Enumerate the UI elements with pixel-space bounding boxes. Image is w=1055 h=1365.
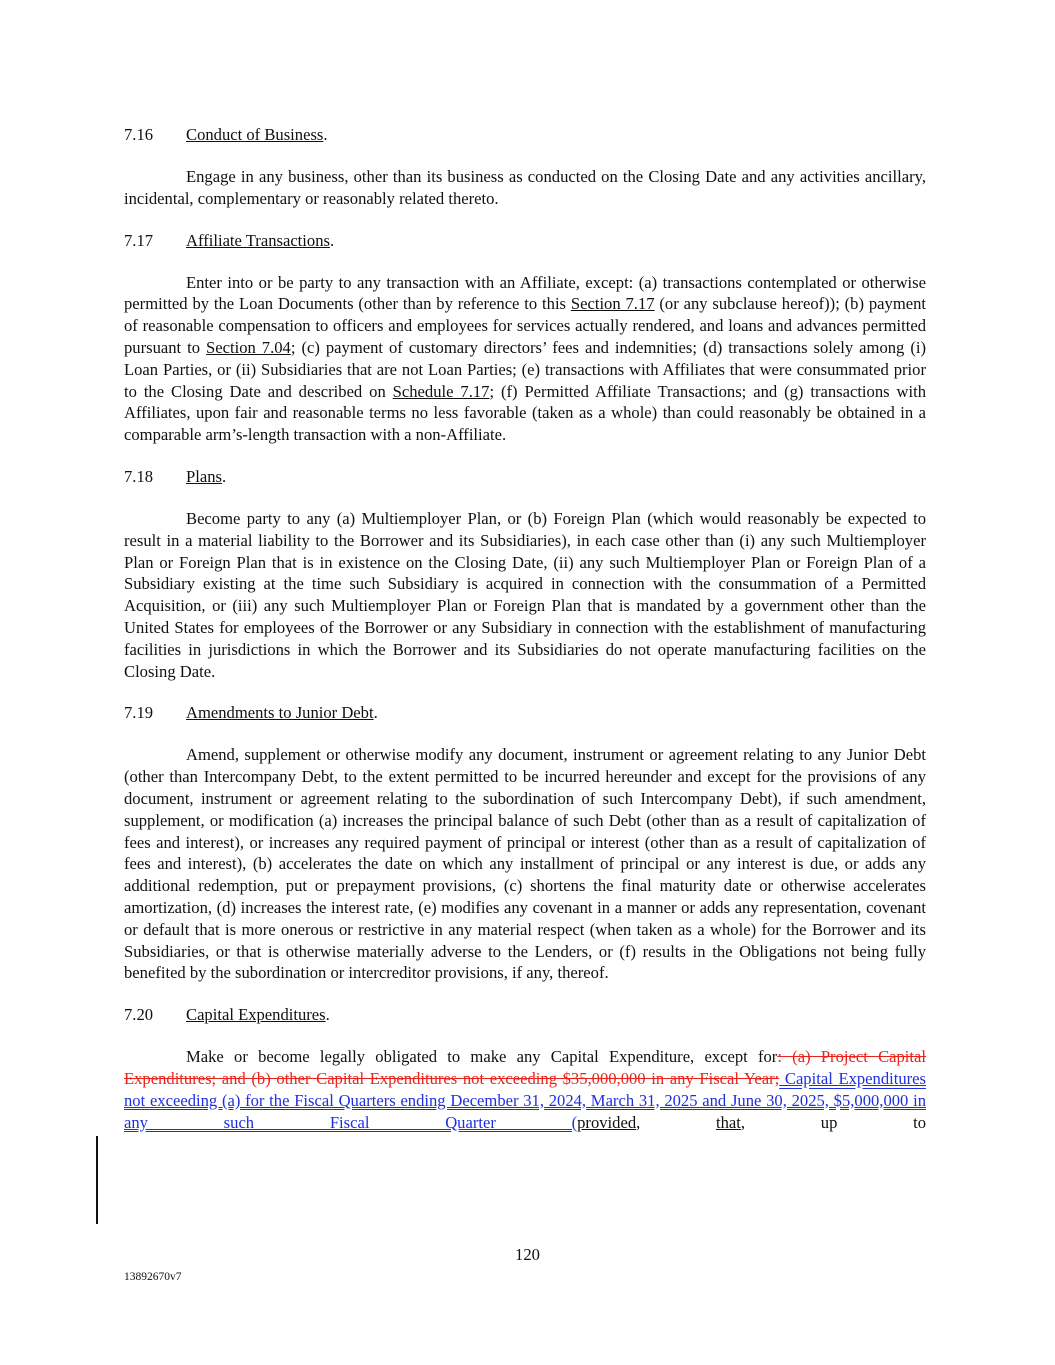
section-title: Capital Expenditures	[186, 1005, 326, 1025]
section-title: Amendments to Junior Debt	[186, 703, 374, 723]
cross-reference-section-7-17: Section 7.17	[570, 294, 655, 314]
text-run: , up to	[740, 1112, 926, 1132]
section-body-7-16: Engage in any business, other than its business as conducted on the Closing Date and any activities ancillary, incidental, complementary or reasonably related thereto.	[124, 167, 926, 208]
section-number: 7.16	[124, 125, 154, 144]
section-number: 7.19	[124, 703, 154, 723]
text-run: ; (c) payment of customary directors’ fees and indemnities; (d) transactions solely among (i) Loan Parties, or (ii) Subsidiaries that are not Loan Parties; (e) transactions with Affiliates that were consummated prior to the Closing Date and described on	[124, 337, 926, 401]
section-body-7-17	[124, 272, 926, 446]
section-number: 7.20	[124, 1005, 154, 1025]
text-run: Make or become legally obligated to make any Capital Expenditure, except for	[186, 1047, 778, 1067]
section-heading-7-16: 7.16 Conduct of Business.	[124, 125, 328, 144]
text-run: (or any subclause hereof)); (b) payment of reasonable compensation to officers and employees for services actually rendered, and loans and advances permitted pursuant to	[124, 294, 926, 357]
section-body-7-18: Become party to any (a) Multiemployer Plan, or (b) Foreign Plan (which would reasonably be expected to result in a material liability to the Borrower and its Subsidiaries), in each case other than (i) any such Multiemployer Plan or Foreign Plan that is in existence on the Closing Date, (ii) any such Multiemployer Plan or Foreign Plan of a Subsidiary existing at the time such Subsidiary is acquired in connection with the consummation of a Permitted Acquisition, or (iii) any such Multiemployer Plan or Foreign Plan that is mandated by a government other than the United States for employees of the Borrower or any Subsidiary in connection with the establishment of manufacturing facilities in jurisdictions in which the Borrower and its Subsidiaries do not operate manufacturing facilities on the Closing Date.	[124, 508, 926, 681]
cross-reference-schedule-7-17: Schedule 7.17	[392, 381, 490, 401]
section-body-7-19: Amend, supplement or otherwise modify any document, instrument or agreement relating to any Junior Debt (other than Intercompany Debt, to the extent permitted to be incurred hereunder and except for the provisions of any document, instrument or agreement relating to the subordination of such Intercompany Debt), if such amendment, supplement, or modification (a) increases the principal balance of such Debt (other than as a result of capitalization of fees and interest), or increases any required payment of principal or interest (other than as a result of capitalization of fees and interest), (b) accelerates the date on which any installment of principal or any interest is due, or adds any additional redemption, put or prepayment provisions, (c) shortens the final maturity date or otherwise accelerates amortization, (d) increases the interest rate, (e) modifies any covenant in a manner or adds any representation, covenant or default that is more onerous or restrictive in any material respect (when taken as a whole) for the Borrower and its Subsidiaries, or that is otherwise materially adverse to the Lenders, or (f) results in the Obligations not being fully benefited by the subordination or intercreditor provisions, if any, thereof.	[124, 745, 926, 983]
section-title: Plans	[186, 466, 222, 486]
section-heading-7-19: 7.19 Amendments to Junior Debt.	[124, 703, 378, 723]
section-number: 7.18	[124, 466, 154, 486]
provided-term: provided	[577, 1112, 637, 1132]
section-title: Conduct of Business	[186, 125, 324, 144]
inserted-text: Capital Expenditures not exceeding (a) for the Fiscal Quarters ending December 31, 2024, March 31, 2025 and June 30, 2025, $5,000,000 in any such Fiscal Quarter (	[124, 1068, 926, 1132]
text-run: ,	[636, 1112, 716, 1132]
section-heading-7-20: 7.20 Capital Expenditures.	[124, 1005, 330, 1025]
section-heading-7-18: 7.18 Plans.	[124, 466, 227, 486]
cross-reference-section-7-04: Section 7.04	[206, 337, 291, 357]
section-number: 7.17	[124, 230, 154, 250]
section-body-7-20	[124, 1046, 926, 1133]
that-term: that	[716, 1112, 741, 1132]
page-number: 120	[515, 1245, 540, 1264]
document-id: 13892670v7	[124, 1271, 182, 1283]
change-bar	[96, 1136, 98, 1224]
text-run: Enter into or be party to any transaction with an Affiliate, except: (a) transactions contemplated or otherwise permitted by the Loan Documents (other than by reference to this	[124, 272, 926, 314]
section-heading-7-17: 7.17 Affiliate Transactions.	[124, 230, 335, 250]
text-run: ; (f) Permitted Affiliate Transactions; and (g) transactions with Affiliates, upon fair and reasonable terms no less favorable (taken as a whole) than could reasonably be obtained in a comparable arm’s-length transaction with a non-Affiliate.	[124, 381, 927, 445]
document-page	[124, 124, 926, 1153]
section-title: Affiliate Transactions	[186, 230, 330, 250]
deleted-text: : (a) Project Capital Expenditures; and (b) other Capital Expenditures not exceeding $35,000,000 in any Fiscal Year;	[124, 1047, 926, 1088]
